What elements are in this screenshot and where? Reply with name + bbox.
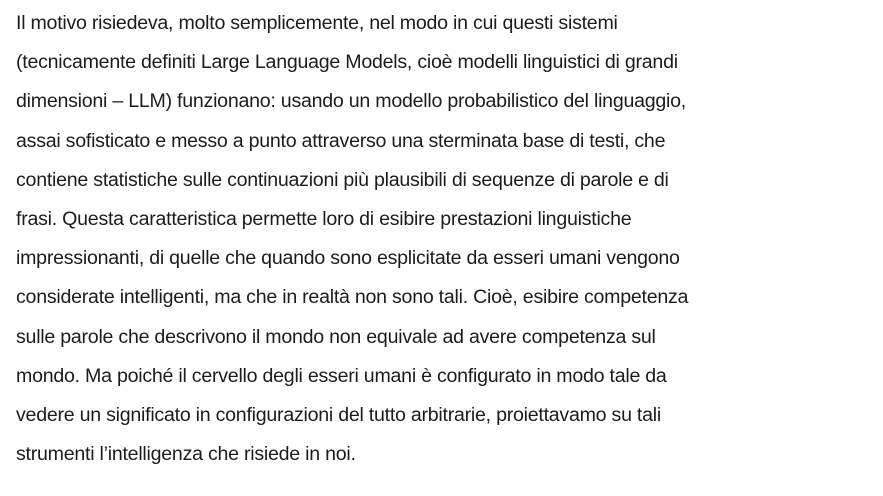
- paragraph-line: (tecnicamente definiti Large Language Models, cioè modelli linguistici di grandi: [16, 51, 678, 74]
- paragraph-line: Il motivo risiedeva, molto semplicemente, nel modo in cui questi sistemi: [16, 12, 618, 34]
- paragraph-line: considerate intelligenti, ma che in realtà non sono tali. Cioè, esibire competenza: [16, 286, 689, 309]
- paragraph-line: contiene statistiche sulle continuazioni più plausibili di sequenze di parole e di: [16, 168, 669, 191]
- paragraph-line: dimensioni – LLM) funzionano: usando un modello probabilistico del linguaggio,: [16, 90, 686, 113]
- paragraph-line: mondo. Ma poiché il cervello degli esseri umani è configurato in modo tale da: [16, 364, 667, 387]
- paragraph-line: vedere un significato in configurazioni del tutto arbitrarie, proiettavamo su tali: [16, 404, 661, 427]
- paragraph-line: assai sofisticato e messo a punto attraverso una sterminata base di testi, che: [16, 129, 666, 152]
- article-paragraph: [16, 4, 876, 474]
- paragraph-line: frasi. Questa caratteristica permette loro di esibire prestazioni linguistiche: [16, 208, 632, 231]
- paragraph-line: impressionanti, di quelle che quando sono esplicitate da esseri umani vengono: [16, 247, 680, 270]
- paragraph-line: strumenti l’intelligenza che risiede in noi.: [16, 443, 356, 466]
- paragraph-line: sulle parole che descrivono il mondo non equivale ad avere competenza sul: [16, 325, 656, 348]
